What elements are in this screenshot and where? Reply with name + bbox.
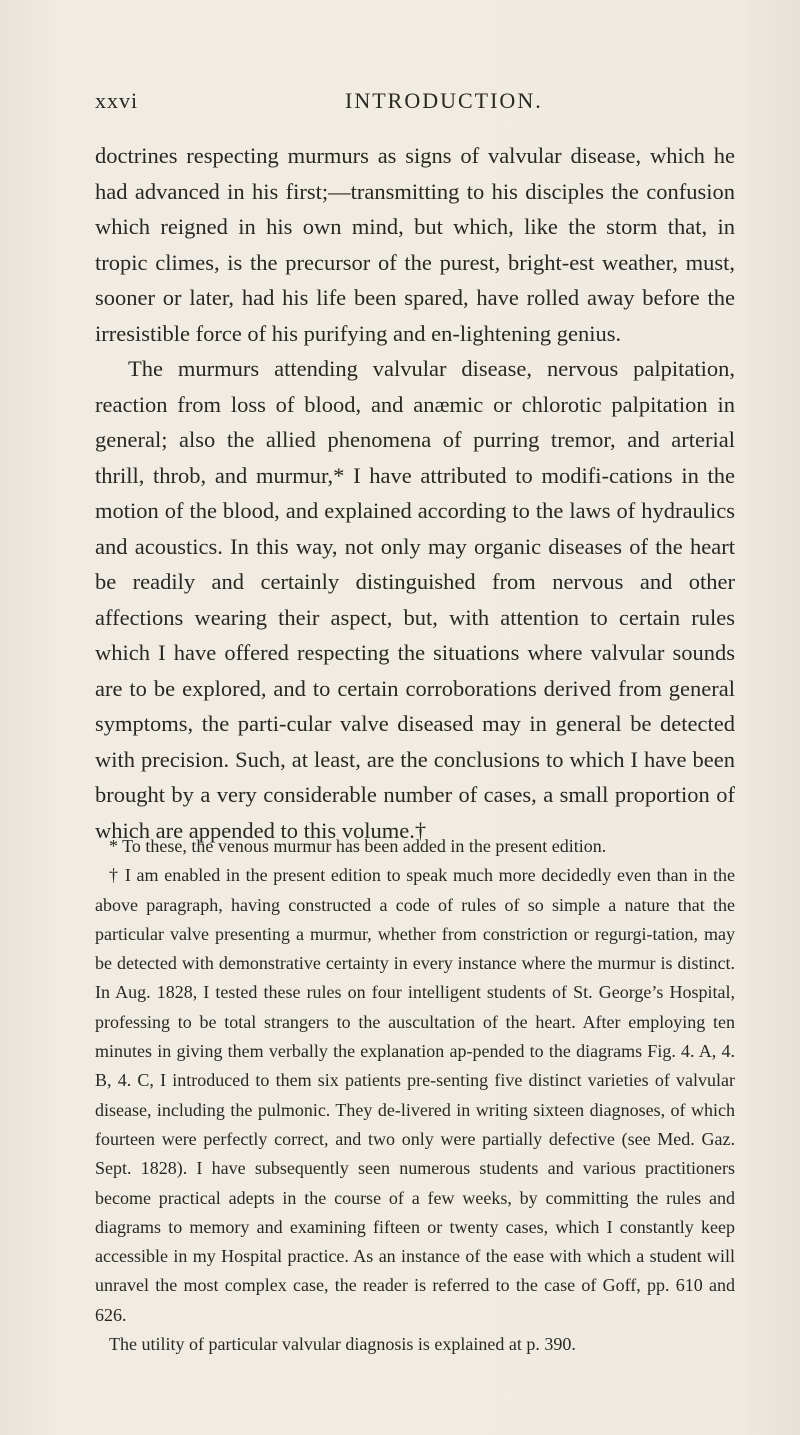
running-head: INTRODUCTION. — [345, 88, 543, 113]
footnote-continuation: The utility of particular valvular diagnosis is explained at p. 390. — [109, 1334, 576, 1355]
body-text — [95, 138, 735, 848]
page-number: xxvi — [95, 88, 139, 113]
footnote-dagger: † I am enabled in the present edition to speak much more decidedly even than in the above paragraph, having constructed a code of rules of so simple a nature that the particular valve presenting a murmur, whether from constriction or regurgi-tation, may be detected with demonstrative certainty in every instance where the murmur is distinct. In Aug. 1828, I tested these rules on four intelligent students of St. George’s Hospital, professing to be total strangers to the auscultation of the heart. After employing ten minutes in giving them verbally the explanation ap-pended to the diagrams Fig. 4. A, 4. B, 4. C, I introduced to them six patients pre-senting five distinct varieties of valvular disease, including the pulmonic. They de-livered in writing sixteen diagnoses, of which fourteen were perfectly correct, and two only were partially defective (see Med. Gaz. Sept. 1828). I have subsequently seen numerous students and various practitioners become practical adepts in the course of a few weeks, by committing the rules and diagrams to memory and examining fifteen or twenty cases, which I constantly keep accessible in my Hospital practice. As an instance of the ease with which a student will unravel the most complex case, the reader is referred to the case of Goff, pp. 610 and 626. — [95, 865, 735, 1325]
paragraph-1: doctrines respecting murmurs as signs of valvular disease, which he had advanced in his first;—transmitting to his disciples the confusion which reigned in his own mind, but which, like the storm that, in tropic climes, is the precursor of the purest, bright-est weather, must, sooner or later, had his life been spared, have rolled away before the irresistible force of his purifying and en-lightening genius. — [95, 143, 735, 346]
footnote-asterisk: * To these, the venous murmur has been added in the present edition. — [109, 836, 607, 856]
footnotes — [95, 832, 735, 1359]
page-header — [95, 88, 720, 118]
paragraph-2: The murmurs attending valvular disease, nervous palpitation, reaction from loss of blood, and anæmic or chlorotic palpitation in general; also the allied phenomena of purring tremor, and arterial thrill, throb, and murmur,* I have attributed to modifi-cations in the motion of the blood, and explained according to the laws of hydraulics and acoustics. In this way, not only may organic diseases of the heart be readily and certainly distinguished from nervous and other affections wearing their aspect, but, with attention to certain rules which I have offered respecting the situations where valvular sounds are to be explored, and to certain corroborations derived from general symptoms, the parti-cular valve diseased may in general be detected with precision. Such, at least, are the conclusions to which I have been brought by a very considerable number of cases, a small proportion of which are appended to this volume.† — [95, 356, 735, 843]
